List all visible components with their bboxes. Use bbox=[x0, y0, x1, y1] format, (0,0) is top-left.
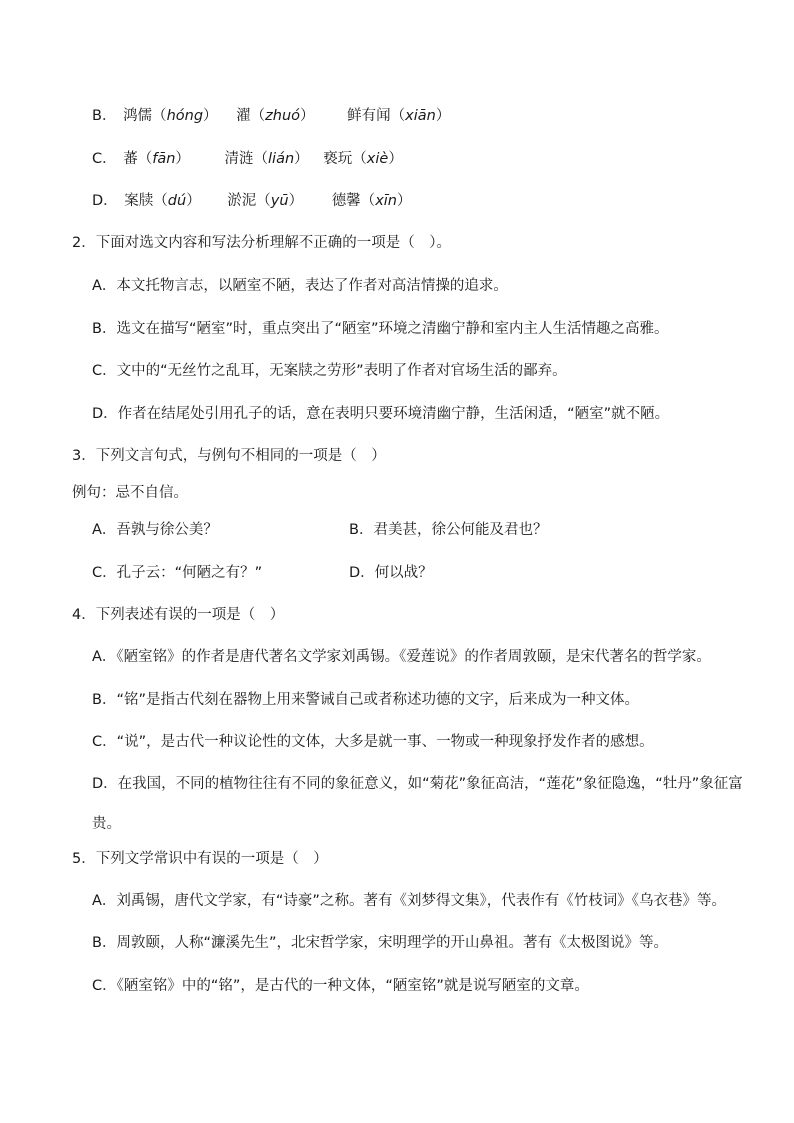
q2-option-d: D．作者在结尾处引用孔子的话，意在表明只要环境清幽宁静，生活闲适，“陋室”就不陋。 bbox=[92, 406, 670, 422]
q1-option-b-item-1: 鸿儒（hóng） bbox=[123, 108, 218, 124]
q5-stem: 5．下列文学常识中有误的一项是（ ） bbox=[72, 851, 328, 867]
q1-option-b-letter: B． bbox=[92, 108, 117, 124]
q1-option-c-letter: C． bbox=[92, 151, 117, 167]
q5-option-c: C．《陋室铭》中的“铭”，是古代的一种文体，“陋室铭”就是说写陋室的文章。 bbox=[92, 978, 589, 994]
q1-option-d-item-1: 案牍（dú） bbox=[124, 193, 201, 209]
q3-option-a: A．吾孰与徐公美？ bbox=[92, 522, 218, 538]
q1-option-c-item-3: 亵玩（xiè） bbox=[323, 151, 403, 167]
q3-example: 例句：忌不自信。 bbox=[72, 485, 188, 501]
q3-stem: 3．下列文言句式，与例句不相同的一项是（ ） bbox=[72, 448, 386, 464]
q1-option-d-letter: D． bbox=[92, 193, 118, 209]
q5-option-b: B．周敦颐，人称“濂溪先生”，北宋哲学家，宋明理学的开山鼻祖。著有《太极图说》等。 bbox=[92, 935, 668, 951]
q2-option-b: B．选文在描写“陋室”时，重点突出了“陋室”环境之清幽宁静和室内主人生活情趣之高雅。 bbox=[92, 321, 669, 337]
q3-options-row-2 bbox=[92, 563, 606, 583]
q4-stem: 4．下列表述有误的一项是（ ） bbox=[72, 607, 285, 623]
q1-option-b-item-3: 鲜有闻（xiān） bbox=[347, 108, 451, 124]
q1-option-d-item-3: 德馨（xīn） bbox=[331, 193, 412, 209]
q1-option-c-item-2: 清涟（lián） bbox=[224, 151, 309, 167]
q4-option-d-continuation: 贵。 bbox=[92, 816, 121, 832]
q3-option-c: C．孔子云：“何陋之有？” bbox=[92, 565, 263, 581]
q4-option-a: A．《陋室铭》的作者是唐代著名文学家刘禹锡。《爱莲说》的作者周敦颐，是宋代著名的哲学家。 bbox=[92, 649, 711, 665]
q1-option-d-item-2: 淤泥（yū） bbox=[227, 193, 304, 209]
q3-options-row-1 bbox=[92, 520, 606, 540]
q2-option-a: A．本文托物言志，以陋室不陋，表达了作者对高洁情操的追求。 bbox=[92, 278, 508, 294]
q4-option-b: B．“铭”是指古代刻在器物上用来警诫自己或者称述功德的文字，后来成为一种文体。 bbox=[92, 692, 639, 708]
q3-option-b: B．君美甚，徐公何能及君也？ bbox=[349, 522, 548, 538]
q1-option-d bbox=[92, 191, 412, 211]
q3-option-d: D．何以战？ bbox=[349, 565, 433, 581]
q1-option-c bbox=[92, 149, 403, 169]
q2-option-c: C．文中的“无丝竹之乱耳，无案牍之劳形”表明了作者对官场生活的鄙弃。 bbox=[92, 363, 567, 379]
q4-option-d: D．在我国，不同的植物往往有不同的象征意义，如“菊花”象征高洁，“莲花”象征隐逸，“牡丹”象征富 bbox=[92, 776, 743, 792]
q2-stem: 2．下面对选文内容和写法分析理解不正确的一项是（ ）。 bbox=[72, 235, 451, 251]
q4-option-c: C．“说”，是古代一种议论性的文体，大多是就一事、一物或一种现象抒发作者的感想。 bbox=[92, 734, 654, 750]
q1-option-b-item-2: 濯（zhuó） bbox=[236, 108, 315, 124]
q5-option-a: A．刘禹锡，唐代文学家，有“诗豪”之称。著有《刘梦得文集》，代表作有《竹枝词》《乌衣巷》等。 bbox=[92, 893, 726, 909]
q1-option-c-item-1: 蕃（fān） bbox=[123, 151, 190, 167]
q1-option-b bbox=[92, 106, 450, 126]
